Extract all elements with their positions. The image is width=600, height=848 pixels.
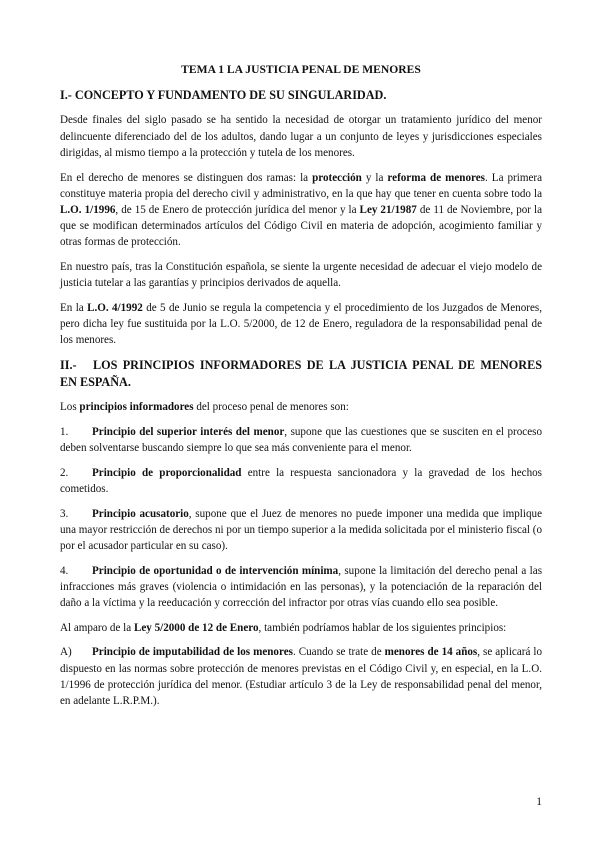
bold-term: Ley 5/2000 de 12 de Enero — [133, 621, 259, 634]
list-item-1: 1. Principio del superior interés del menor, supone que las cuestiones que se susciten en el proceso deben solventarse buscando siempre lo que sea más conveniente para el menor. — [60, 425, 542, 454]
paragraph-2: En el derecho de menores se distinguen dos ramas: la protección y la reforma de menores. La primera constituye materia propia del derecho civil y administrativo, en la que hay que tener en cuenta sobre todo la L.O. 1/1996, de 15 de Enero de protección jurídica del menor y la Ley 21/1987 de 11 de Noviembre, por la que se modifican determinados artículos del Código Civil en materia de adopción, acogimiento familiar y otras formas de protección. — [60, 171, 543, 249]
list-item-4: 4. Principio de oportunidad o de intervención mínima, supone la limitación del derecho penal a las infracciones más graves (violencia o intimidación en las personas), y la potenciación de la reparación del daño a la víctima y la reeducación y corrección del infractor por otras vías cuando ello sea posible. — [60, 564, 543, 610]
document-title: TEMA 1 LA JUSTICIA PENAL DE MENORES — [181, 63, 421, 76]
bold-term: protección — [312, 171, 362, 184]
bold-term: L.O. 1/1996 — [60, 203, 116, 216]
document-page — [60, 62, 542, 718]
list-item-2: 2. Principio de proporcionalidad entre la respuesta sancionadora y la gravedad de los hechos cometidos. — [60, 466, 542, 495]
paragraph-4: En la L.O. 4/1992 de 5 de Junio se regula la competencia y el procedimiento de los Juzgados de Menores, pero dicha ley fue sustituida por la L.O. 5/2000, de 12 de Enero, reguladora de la responsabilidad penal de los menores. — [60, 301, 542, 347]
bold-term: Ley 21/1987 — [359, 203, 417, 216]
paragraph-5: Los principios informadores del proceso penal de menores son: — [60, 401, 349, 414]
list-item-a: A) Principio de imputabilidad de los menores. Cuando se trate de menores de 14 años, se aplicará lo dispuesto en las normas sobre protección de menores previstas en el Código Civil y, en especial, en la L.O. 1/1996 de protección jurídica del menor. (Estudiar artículo 3 de la Ley de responsabilidad penal del menor, en adelante L.R.P.M.). — [60, 646, 542, 708]
bold-term: principios informadores — [79, 401, 194, 414]
section-2-heading: II.- LOS PRINCIPIOS INFORMADORES DE LA JUSTICIA PENAL DE MENORES EN ESPAÑA. — [60, 358, 542, 389]
bold-term: L.O. 4/1992 — [87, 301, 143, 314]
paragraph-6: Al amparo de la Ley 5/2000 de 12 de Enero, también podríamos hablar de los siguientes principios: — [60, 621, 507, 634]
section-2-number: II.- — [60, 358, 77, 373]
section-1-heading: I.- CONCEPTO Y FUNDAMENTO DE SU SINGULARIDAD. — [60, 88, 387, 103]
paragraph-3: En nuestro país, tras la Constitución española, se siente la urgente necesidad de adecuar el viejo modelo de justicia tutelar a las garantías y principios derivados de aquella. — [60, 261, 542, 290]
list-item-3: 3. Principio acusatorio, supone que el Juez de menores no puede imponer una medida que implique una mayor restricción de derechos ni por un tiempo superior a la medida solicitada por el ministerio fiscal (o por el acusador particular en su caso). — [60, 507, 542, 552]
paragraph-1: Desde finales del siglo pasado se ha sentido la necesidad de otorgar un tratamiento jurídico del menor delincuente diferenciado del de los adultos, dando lugar a un conjunto de leyes y jurisdicciones especiales dirigidas, al mismo tiempo a la protección y tutela de los menores. — [60, 114, 542, 159]
bold-term: reforma de menores — [387, 171, 485, 184]
page-number: 1 — [536, 796, 542, 808]
